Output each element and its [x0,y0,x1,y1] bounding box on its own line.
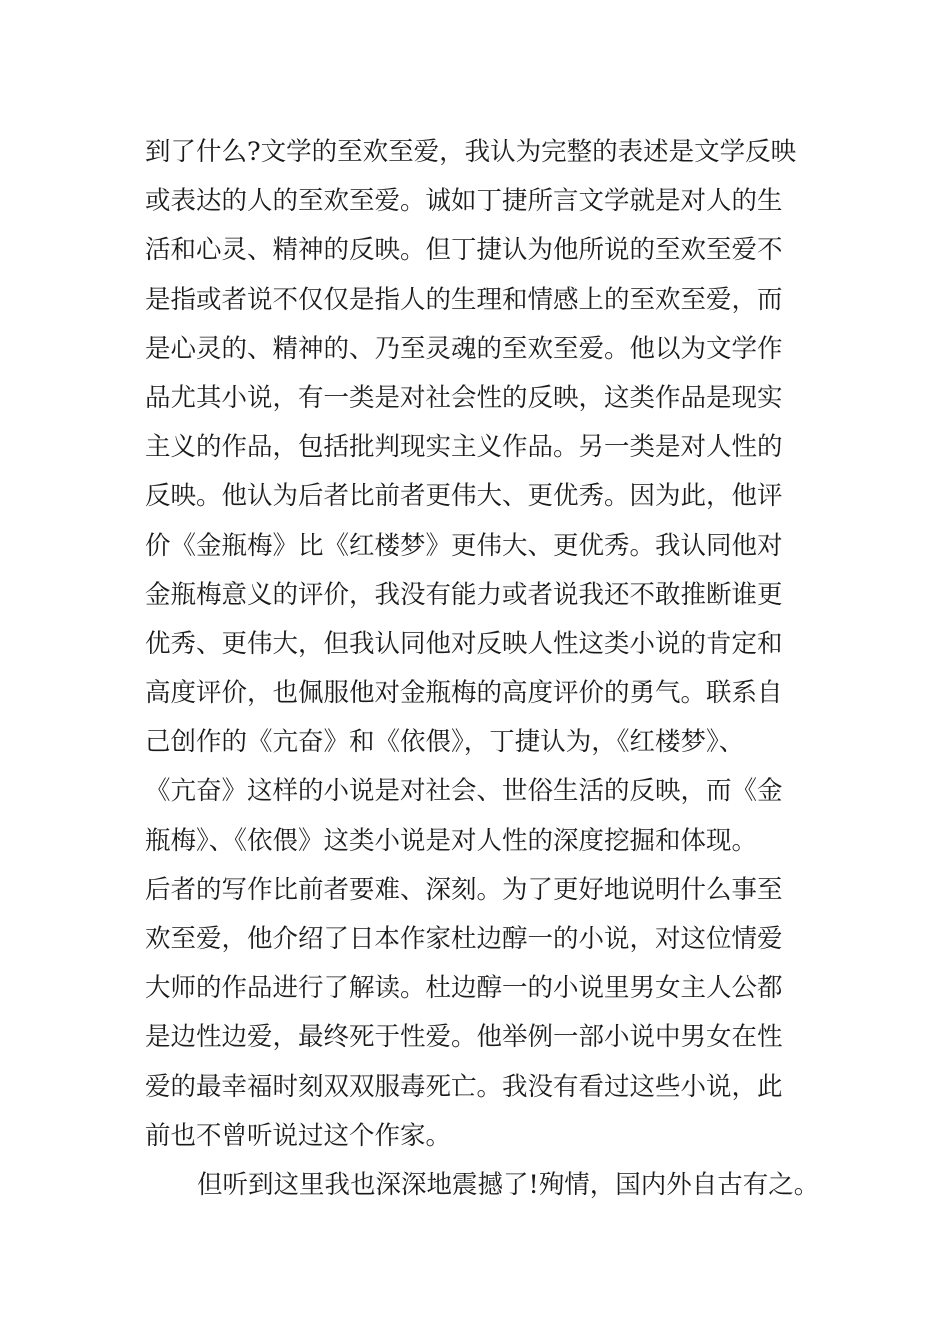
text-line: 欢至爱，他介绍了日本作家杜边醇一的小说，对这位情爱 [145,924,783,954]
text-line: 金瓶梅意义的评价，我没有能力或者说我还不敢推断谁更 [145,579,783,610]
text-line: 前也不曾听说过这个作家。 [145,1120,452,1151]
text-line: 是心灵的、精神的、乃至灵魂的至欢至爱。他以为文学作 [145,333,783,364]
text-line: 品尤其小说，有一类是对社会性的反映，这类作品是现实 [145,382,783,413]
paragraph-start-line: 但听到这里我也深深地震撼了!殉情，国内外自古有之。 [197,1169,820,1200]
text-line: 高度评价，也佩服他对金瓶梅的高度评价的勇气。联系自 [145,678,783,709]
text-line: 后者的写作比前者要难、深刻。为了更好地说明什么事至 [145,874,783,905]
text-line: 反映。他认为后者比前者更伟大、更优秀。因为此，他评 [145,481,783,512]
text-line: 己创作的《亢奋》和《依偎》，丁捷认为，《红楼梦》、 [145,727,745,758]
text-line: 是边性边爱，最终死于性爱。他举例一部小说中男女在性 [145,1022,783,1053]
text-line: 是指或者说不仅仅是指人的生理和情感上的至欢至爱，而 [145,284,783,315]
body-text [145,128,845,1210]
text-line: 爱的最幸福时刻双双服毒死亡。我没有看过这些小说，此 [145,1071,783,1102]
text-line: 到了什么?文学的至欢至爱，我认为完整的表述是文学反映 [145,137,797,167]
text-line: 或表达的人的至欢至爱。诚如丁捷所言文学就是对人的生 [145,186,783,217]
text-line: 主义的作品，包括批判现实主义作品。另一类是对人性的 [145,432,783,463]
text-line: 活和心灵、精神的反映。但丁捷认为他所说的至欢至爱不 [145,235,783,266]
text-line: 优秀、更伟大，但我认同他对反映人性这类小说的肯定和 [145,628,783,659]
text-line: 《亢奋》这样的小说是对社会、世俗生活的反映，而《金 [145,776,783,807]
text-line: 大师的作品进行了解读。杜边醇一的小说里男女主人公都 [145,973,783,1004]
text-line: 瓶梅》、《依偎》这类小说是对人性的深度挖掘和体现。 [145,825,758,856]
text-line: 价《金瓶梅》比《红楼梦》更伟大、更优秀。我认同他对 [145,530,783,561]
